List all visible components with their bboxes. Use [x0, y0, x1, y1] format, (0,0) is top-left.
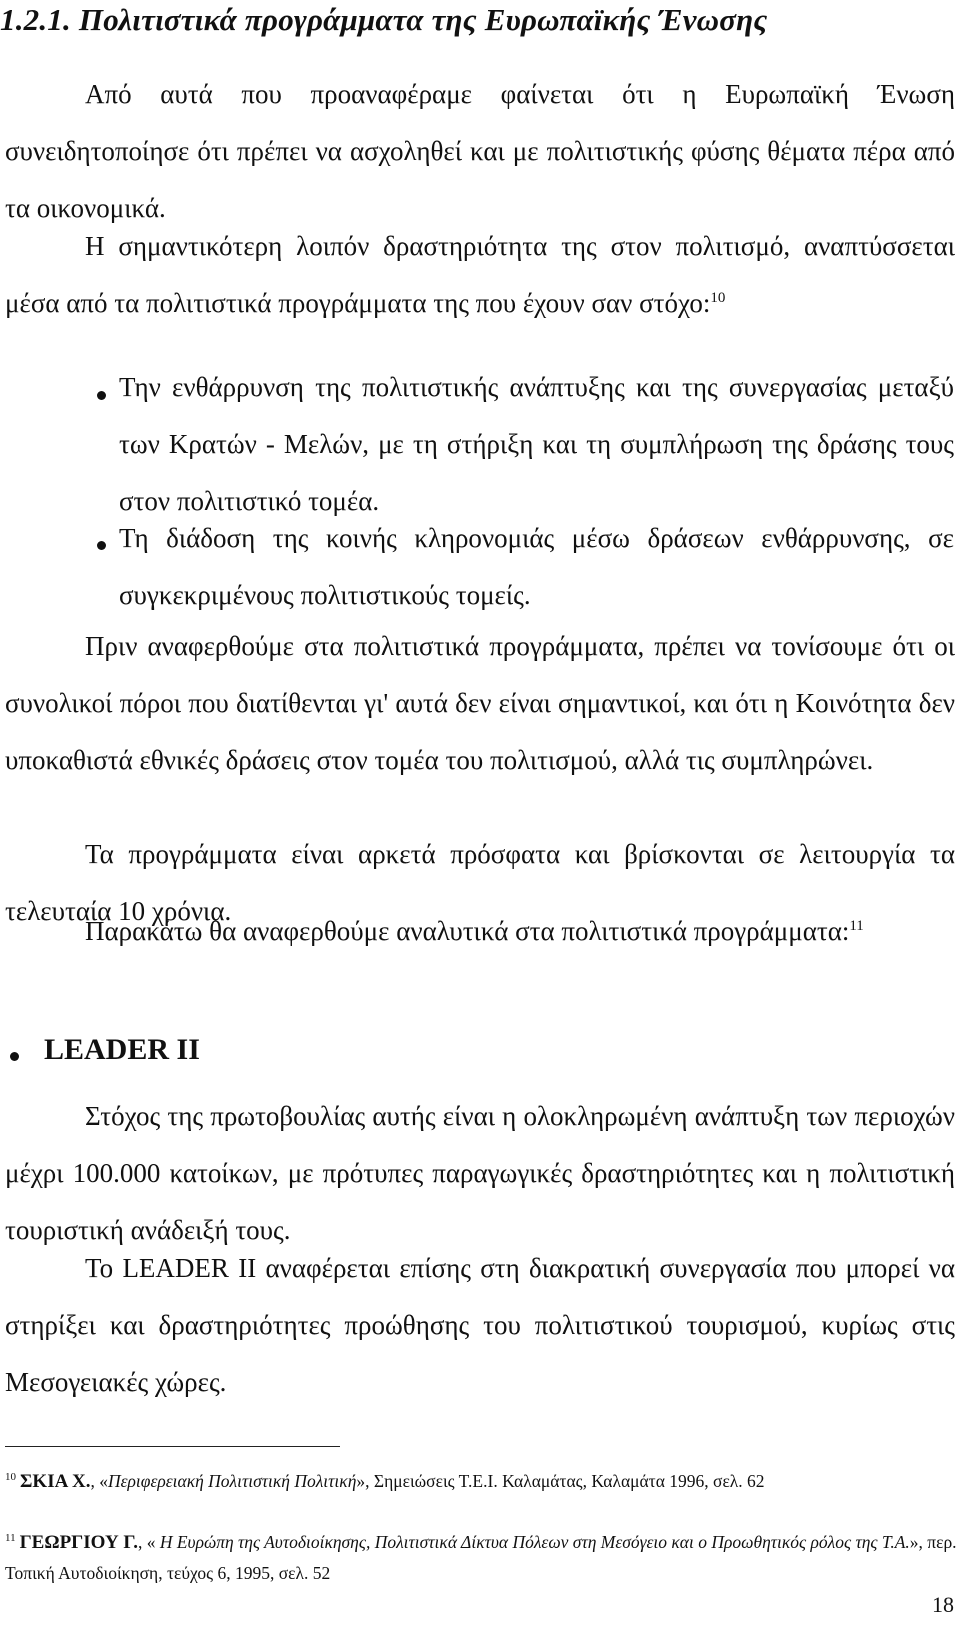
leader-heading: LEADER II — [44, 1033, 200, 1066]
bullet-icon — [10, 1052, 19, 1061]
paragraph-detail-intro — [5, 903, 955, 960]
bullet-icon — [97, 541, 106, 550]
footnote-details: », περ. Τοπική Αυτοδιοίκηση, τεύχος 6, 1995, σελ. 52 — [5, 1532, 957, 1583]
bullet-icon — [97, 391, 106, 400]
paragraph-activity-text: Η σημαντικότερη λοιπόν δραστηριότητα της στον πολιτισμό, αναπτύσσεται μέσα από τα πολιτιστικά προγράμματα της που έχουν σαν στόχο: — [5, 231, 955, 318]
paragraph-leader-cooperation: Το LEADER II αναφέρεται επίσης στη διακρατική συνεργασία που μπορεί να στηρίξει και δραστηριότητες προώθησης του πολιτιστικού τουρισμού, κυρίως στις Μεσογειακές χώρες. — [5, 1253, 955, 1397]
paragraph-detail-intro-text: Παρακάτω θα αναφερθούμε αναλυτικά στα πολιτιστικά προγράμματα: — [85, 916, 850, 946]
footnote-author: ΓΕΩΡΓΙΟΥ Γ. — [19, 1532, 138, 1553]
paragraph-activity — [5, 218, 955, 332]
footnote-10 — [5, 1466, 960, 1497]
footnote-author: ΣΚΙΑ Χ. — [20, 1471, 91, 1492]
section-heading: 1.2.1. Πολιτιστικά προγράμματα της Ευρωπαϊκής Ένωσης — [0, 2, 768, 37]
bullet-item-heritage: Τη διάδοση της κοινής κληρονομιάς μέσω δράσεων ενθάρρυνσης, σε συγκεκριμένους πολιτιστικούς τομείς. — [119, 523, 954, 610]
paragraph-intro: Από αυτά που προαναφέραμε φαίνεται ότι η Ευρωπαϊκή Ένωση συνειδητοποίησε ότι πρέπει να ασχοληθεί και με πολιτιστικής φύσης θέματα πέρα από τα οικονομικά. — [5, 79, 955, 223]
footnote-ref-10: 10 — [710, 290, 726, 306]
footnote-punct: , « — [137, 1532, 160, 1552]
bullet-item-encouragement: Την ενθάρρυνση της πολιτιστικής ανάπτυξης και της συνεργασίας μεταξύ των Κρατών - Μελών, με τη στήριξη και τη συμπλήρωση της δράσης τους στον πολιτιστικό τομέα. — [119, 372, 954, 516]
footnote-number: 11 — [5, 1532, 16, 1545]
footnote-details: », Σημειώσεις Τ.Ε.Ι. Καλαμάτας, Καλαμάτα 1996, σελ. 62 — [356, 1471, 765, 1491]
paragraph-leader-goal: Στόχος της πρωτοβουλίας αυτής είναι η ολοκληρωμένη ανάπτυξη των περιοχών μέχρι 100.000 κατοίκων, με πρότυπες παραγωγικές δραστηριότητες και η πολιτιστική τουριστική ανάδειξή τους. — [5, 1101, 955, 1245]
footnote-ref-11: 11 — [849, 918, 864, 934]
footnote-title: Περιφερειακή Πολιτιστική Πολιτική — [108, 1471, 357, 1491]
page-number: 18 — [932, 1592, 954, 1617]
footnote-punct: , « — [90, 1471, 108, 1491]
footnote-11 — [5, 1527, 960, 1588]
paragraph-resources: Πριν αναφερθούμε στα πολιτιστικά προγράμματα, πρέπει να τονίσουμε ότι οι συνολικοί πόροι που διατίθενται γι' αυτά δεν είναι σημαντικοί, και ότι η Κοινότητα δεν υποκαθιστά εθνικές δράσεις στον τομέα του πολιτισμού, αλλά τις συμπληρώνει. — [5, 631, 955, 775]
footnote-divider — [5, 1446, 340, 1447]
paragraph-programs-recent: Τα προγράμματα είναι αρκετά πρόσφατα και βρίσκονται σε λειτουργία τα τελευταία 10 χρόνια. — [5, 839, 955, 926]
footnote-title: Η Ευρώπη της Αυτοδιοίκησης, Πολιτιστικά Δίκτυα Πόλεων στη Μεσόγειο και ο Προωθητικός ρόλος της Τ.Α. — [159, 1532, 910, 1552]
footnote-number: 10 — [5, 1471, 16, 1484]
